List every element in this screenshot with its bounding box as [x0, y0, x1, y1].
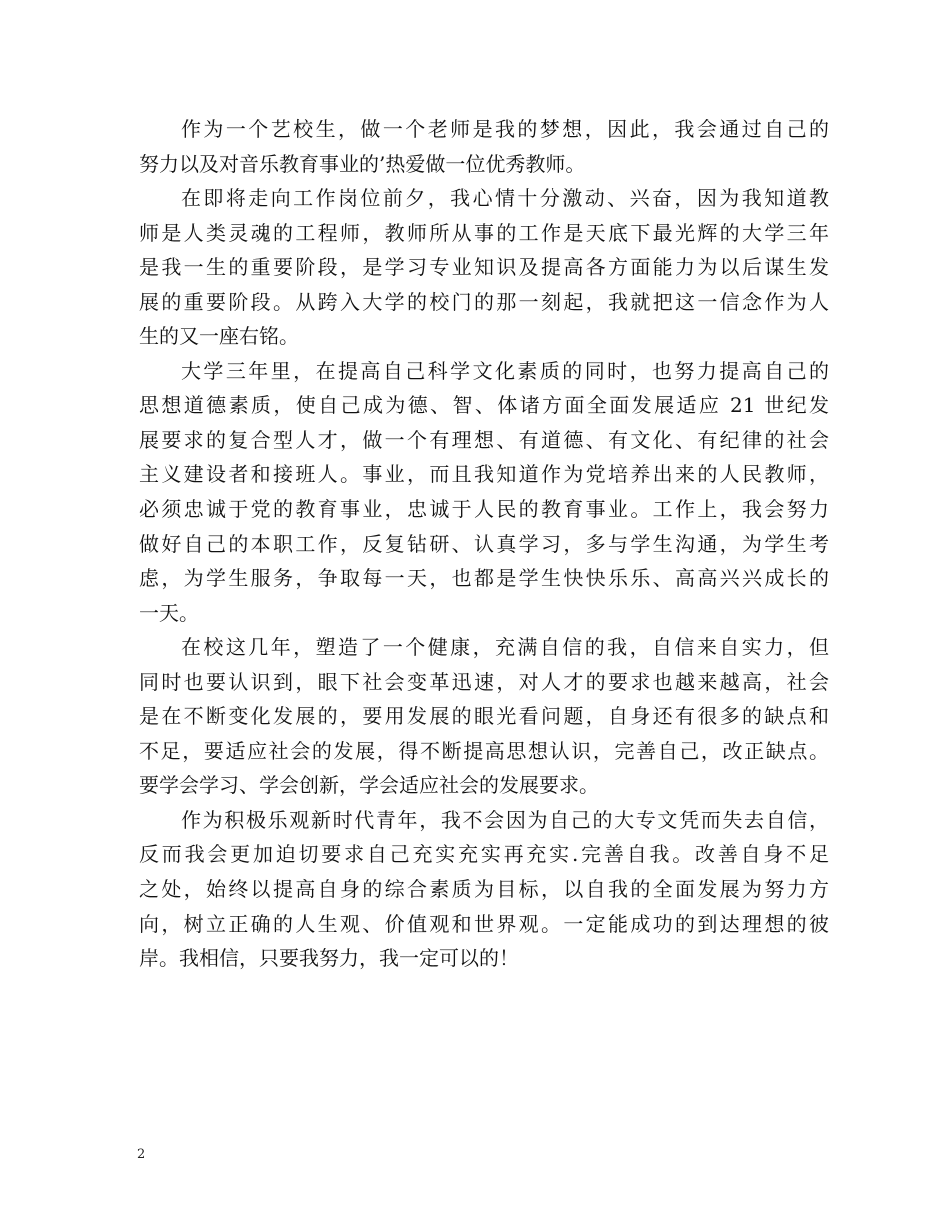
paragraph [139, 803, 829, 976]
paragraph-line: 努力以及对音乐教育事业的’热爱做一位优秀教师。 [139, 151, 586, 176]
paragraph-line: 在即将走向工作岗位前夕，我心情十分激动、兴奋，因为我知道教 [181, 186, 829, 211]
paragraph-line: 在校这几年，塑造了一个健康，充满自信的我，自信来自实力，但 [181, 635, 829, 660]
paragraph-line: 作为一个艺校生，做一个老师是我的梦想，因此，我会通过自己的 [181, 117, 829, 141]
paragraph-line: 一天。 [139, 600, 199, 625]
paragraph [139, 181, 829, 354]
paragraph [139, 354, 829, 630]
paragraph-line: 做好自己的本职工作，反复钻研、认真学习，多与学生沟通，为学生考 [139, 531, 829, 556]
page-number: 2 [137, 1147, 146, 1162]
paragraph-line: 岸。我相信，只要我努力，我一定可以的！ [139, 946, 519, 971]
paragraph [139, 112, 829, 181]
paragraph-line: 是在不断变化发展的，要用发展的眼光看问题，自身还有很多的缺点和 [139, 704, 829, 729]
paragraph-line: 展的重要阶段。从跨入大学的校门的那一刻起，我就把这一信念作为人 [139, 289, 829, 314]
paragraph-line: 要学会学习、学会创新，学会适应社会的发展要求。 [139, 773, 599, 798]
paragraph-line: 思想道德素质，使自己成为德、智、体诸方面全面发展适应 21 世纪发 [139, 393, 829, 418]
document-body [139, 112, 829, 976]
paragraph-line: 师是人类灵魂的工程师，教师所从事的工作是天底下最光辉的大学三年 [139, 220, 829, 245]
paragraph-line: 主义建设者和接班人。事业，而且我知道作为党培养出来的人民教师， [139, 462, 829, 487]
paragraph-line: 不足，要适应社会的发展，得不断提高思想认识，完善自己，改正缺点。 [139, 738, 829, 763]
paragraph-line: 生的又一座右铭。 [139, 324, 299, 349]
paragraph-line: 之处，始终以提高自身的综合素质为目标，以自我的全面发展为努力方 [139, 877, 829, 902]
paragraph-line: 大学三年里，在提高自己科学文化素质的同时，也努力提高自己的 [181, 358, 829, 383]
paragraph-line: 必须忠诚于党的教育事业，忠诚于人民的教育事业。工作上，我会努力 [139, 497, 829, 522]
paragraph-line: 作为积极乐观新时代青年，我不会因为自己的大专文凭而失去自信， [181, 807, 829, 832]
paragraph-line: 展要求的复合型人才，做一个有理想、有道德、有文化、有纪律的社会 [139, 427, 829, 452]
paragraph-line: 是我一生的重要阶段，是学习专业知识及提高各方面能力为以后谋生发 [139, 255, 829, 280]
paragraph-line: 虑，为学生服务，争取每一天，也都是学生快快乐乐、高高兴兴成长的 [139, 566, 829, 591]
paragraph-line: 反而我会更加迫切要求自己充实充实再充实.完善自我。改善自身不足 [139, 842, 829, 867]
paragraph-line: 向，树立正确的人生观、价值观和世界观。一定能成功的到达理想的彼 [139, 911, 829, 936]
paragraph [139, 630, 829, 803]
paragraph-line: 同时也要认识到，眼下社会变革迅速，对人才的要求也越来越高，社会 [139, 669, 829, 694]
